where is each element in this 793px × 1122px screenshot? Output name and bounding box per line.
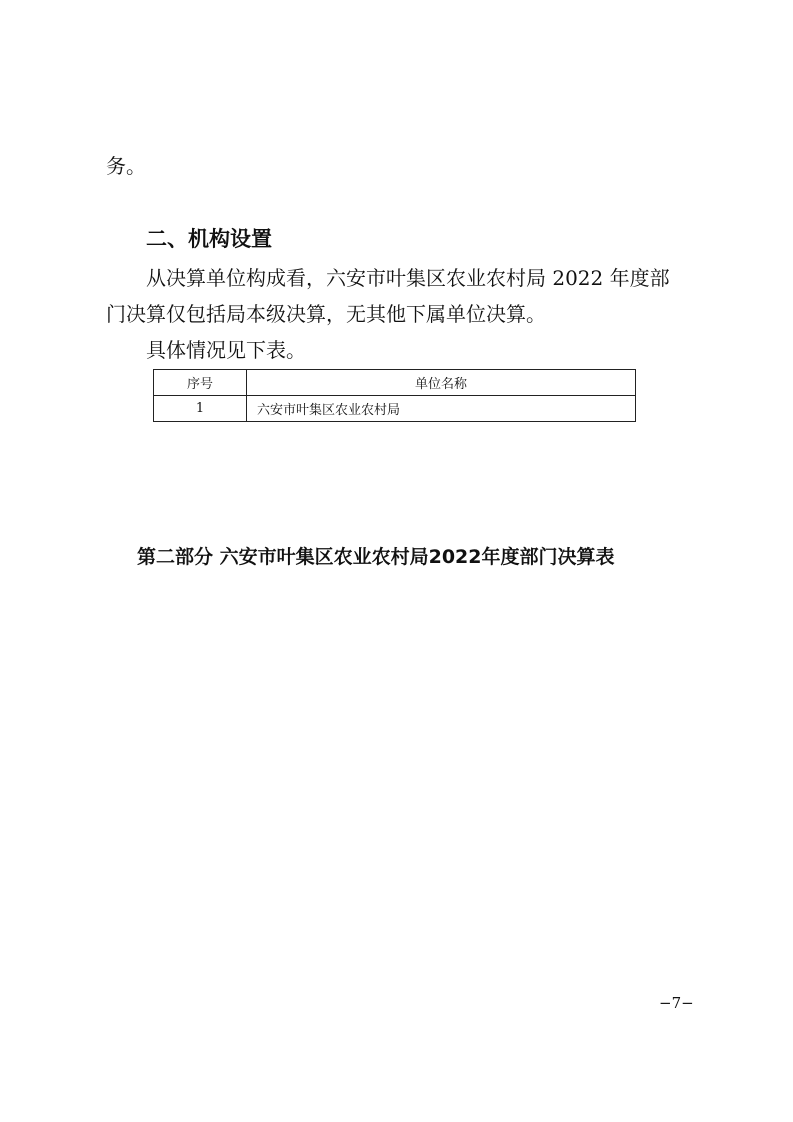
section-heading: 二、机构设置 [146,227,272,251]
table-row [154,396,636,422]
part-title: 第二部分 六安市叶集区农业农村局2022年度部门决算表 [137,546,615,568]
row-index-cell: 1 [154,396,247,422]
unit-name-cell: 六安市叶集区农业农村局 [247,396,636,422]
unit-table [153,369,636,422]
paragraph-tail: 务。 [106,154,146,178]
page-number: −7− [659,994,694,1012]
paragraph-line: 具体情况见下表。 [146,338,306,362]
paragraph-line: 门决算仅包括局本级决算，无其他下属单位决算。 [106,302,546,326]
paragraph-line: 从决算单位构成看，六安市叶集区农业农村局 2022 年度部 [146,266,670,290]
column-header-index: 序号 [154,370,247,396]
table-header-row [154,370,636,396]
column-header-unit-name: 单位名称 [247,370,636,396]
